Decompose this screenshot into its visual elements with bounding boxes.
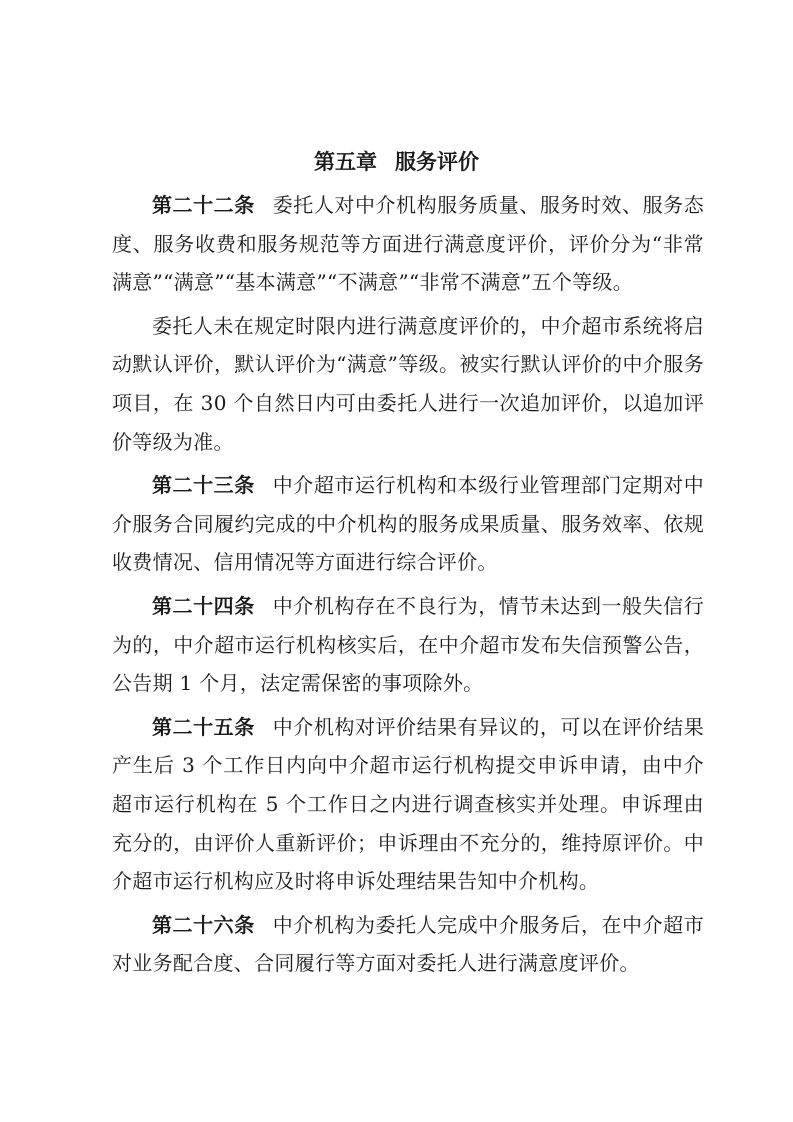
article-22-paragraph-2: [112, 307, 704, 461]
article-text: 中介机构对评价结果有异议的，可以在评价结果产生后 3 个工作日内向中介超市运行机构提交申诉申请，由中介超市运行机构在 5 个工作日之内进行调查核实并处理。申诉理由充分的，由评价人重新评价；申诉理由不充分的，维持原评价。中介超市运行机构应及时将申诉处理结果告知中介机构。: [112, 714, 704, 894]
chapter-title: [0, 148, 793, 176]
article-22: [112, 186, 704, 302]
article-number: 第二十四条: [152, 593, 255, 618]
article-number: 第二十六条: [152, 912, 255, 937]
article-26: [112, 906, 704, 983]
chapter-number: 第五章: [314, 150, 377, 174]
article-number: 第二十五条: [152, 714, 255, 739]
article-23: [112, 466, 704, 582]
article-25: [112, 708, 704, 901]
article-text: 委托人未在规定时限内进行满意度评价的，中介超市系统将启动默认评价，默认评价为“满意”等级。被实行默认评价的中介服务项目，在 30 个自然日内可由委托人进行一次追加评价，以追加评价等级为准。: [112, 313, 704, 454]
article-text: 中介超市运行机构和本级行业管理部门定期对中介服务合同履约完成的中介机构的服务成果质量、服务效率、依规收费情况、信用情况等方面进行综合评价。: [112, 473, 704, 575]
article-number: 第二十三条: [152, 473, 255, 498]
article-text: 委托人对中介机构服务质量、服务时效、服务态度、服务收费和服务规范等方面进行满意度评价，评价分为“非常满意”“满意”“基本满意”“不满意”“非常不满意”五个等级。: [112, 193, 704, 295]
chapter-name: 服务评价: [395, 150, 479, 174]
article-text: 中介机构存在不良行为，情节未达到一般失信行为的，中介超市运行机构核实后，在中介超市发布失信预警公告，公告期 1 个月，法定需保密的事项除外。: [112, 593, 704, 696]
article-24: [112, 587, 704, 703]
article-number: 第二十二条: [152, 193, 255, 217]
chapter-body: [112, 186, 704, 988]
article-text: 中介机构为委托人完成中介服务后，在中介超市对业务配合度、合同履行等方面对委托人进行满意度评价。: [112, 912, 704, 976]
